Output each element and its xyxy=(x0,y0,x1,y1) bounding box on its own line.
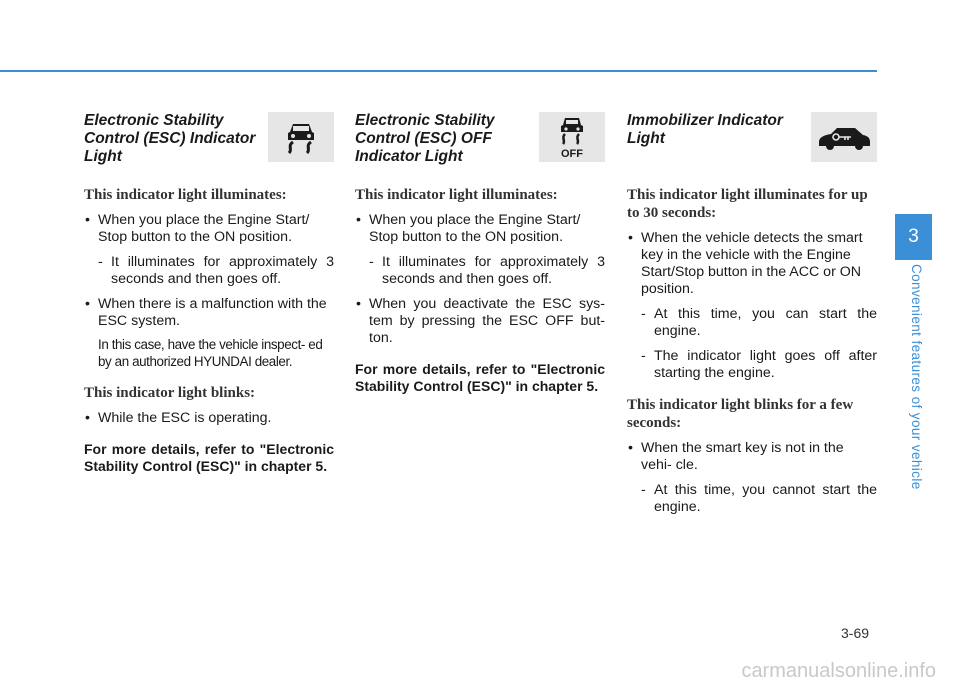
reference-text: For more details, refer to "Electronic Stability Control (ESC)" in chapter 5. xyxy=(84,441,334,474)
bullet-item: • When you place the Engine Start/ Stop button to the ON position. xyxy=(84,212,334,246)
bullet-item: • When there is a malfunction with the ESC system. xyxy=(84,296,334,330)
watermark: carmanualsonline.info xyxy=(741,660,936,682)
section-immobilizer-indicator xyxy=(627,112,877,524)
section-title: Electronic Stability Control (ESC) Indicator Light xyxy=(84,112,256,165)
dash-item: - It illuminates for approximately 3 seconds and then goes off. xyxy=(98,254,334,287)
bullet-item: • When the vehicle detects the smart key in the vehicle with the Engine Start/Stop button in the ACC or ON position. xyxy=(627,230,877,298)
reference-text: For more details, refer to "Electronic Stability Control (ESC)" in chapter 5. xyxy=(355,361,605,394)
subheading-blinks: This indicator light blinks for a few seconds: xyxy=(627,397,854,431)
bullet-item: • When the smart key is not in the vehi- cle. xyxy=(627,440,877,474)
dash-item: - At this time, you cannot start the engine. xyxy=(641,482,877,515)
section-esc-off-indicator xyxy=(355,112,605,395)
bullet-item: • While the ESC is operating. xyxy=(84,410,334,427)
esc-off-icon-text: OFF xyxy=(561,148,583,160)
section-title: Immobilizer Indicator Light xyxy=(627,112,783,147)
bullet-item: • When you deactivate the ESC sys- tem by pressing the ESC OFF but- ton. xyxy=(355,296,605,347)
note-text: In this case, have the vehicle inspect- ed by an authorized HYUNDAI dealer. xyxy=(98,337,323,369)
subheading-illuminates: This indicator light illuminates for up to 30 seconds: xyxy=(627,187,868,221)
section-esc-indicator xyxy=(84,112,334,475)
subheading-illuminates: This indicator light illuminates: xyxy=(84,187,287,203)
section-title: Electronic Stability Control (ESC) OFF Indicator Light xyxy=(355,112,495,165)
esc-skid-icon xyxy=(268,112,334,162)
chapter-label: Convenient features of your vehicle xyxy=(909,264,924,490)
subheading-blinks: This indicator light blinks: xyxy=(84,385,256,401)
esc-off-icon xyxy=(539,112,605,162)
dash-item: - At this time, you can start the engine. xyxy=(641,306,877,339)
header-rule xyxy=(0,70,877,72)
immobilizer-car-key-icon xyxy=(811,112,877,162)
dash-item: - It illuminates for approximately 3 seconds and then goes off. xyxy=(369,254,605,287)
dash-item: - The indicator light goes off after starting the engine. xyxy=(641,348,877,381)
bullet-item: • When you place the Engine Start/ Stop button to the ON position. xyxy=(355,212,605,246)
subheading-illuminates: This indicator light illuminates: xyxy=(355,187,558,203)
chapter-tab: 3 xyxy=(895,214,932,260)
page-number: 3-69 xyxy=(841,625,870,641)
